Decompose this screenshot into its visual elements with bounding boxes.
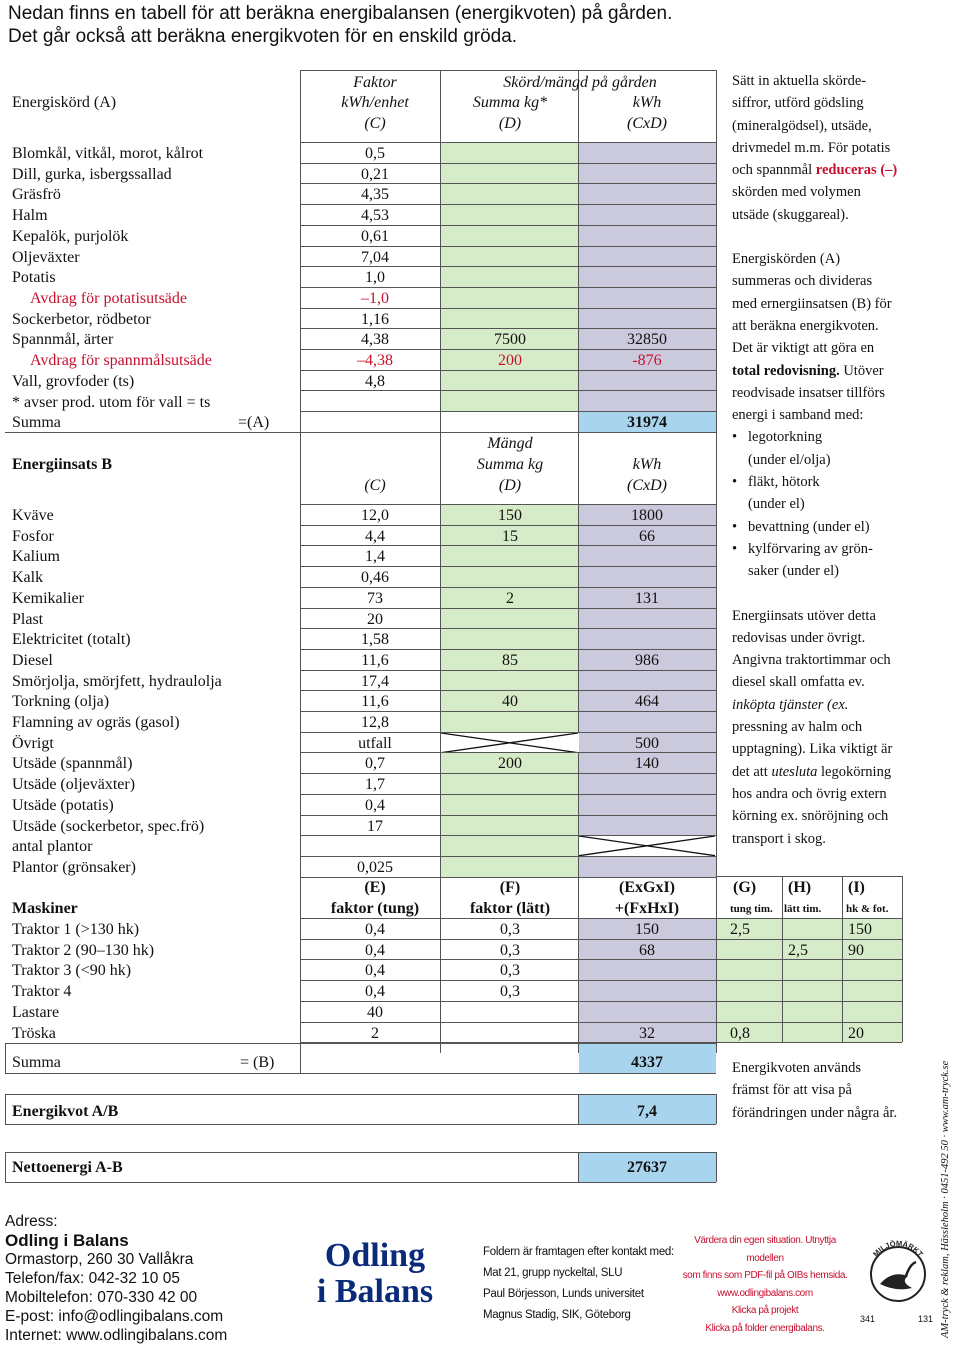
cxd-b-heading: (CxD) — [627, 477, 667, 494]
summa-a-value: 31974 — [627, 414, 667, 431]
i-sub-heading: hk & fot. — [846, 903, 889, 915]
c-b-heading: (C) — [364, 477, 386, 494]
input-name: Kalium — [12, 548, 60, 566]
bullet-icon: • — [732, 429, 738, 446]
crop-name: Avdrag för potatisutsäde — [30, 289, 187, 307]
side-line: siffror, utförd gödsling — [732, 95, 864, 112]
machine-name: Lastare — [12, 1003, 60, 1021]
kwh-enhet-heading: kWh/enhet — [341, 94, 409, 111]
printer-credit: AM-tryck & reklam, Hässleholm · 0451-492 50 · www.am-tryck.se — [940, 1060, 951, 1338]
g-heading: (G) — [733, 879, 757, 896]
input-factor: 0,025 — [357, 858, 393, 876]
machine-g-hours[interactable]: 0,8 — [730, 1024, 750, 1042]
input-name: Utsäde (spannmål) — [12, 755, 133, 773]
f-heading: (F) — [499, 879, 521, 896]
machine-kwh[interactable]: 150 — [635, 921, 659, 938]
intro-line: Det går också att beräkna energikvoten för en enskild gröda. — [8, 26, 518, 47]
input-amount[interactable]: 150 — [498, 507, 522, 524]
g-sub-heading: tung tim. — [730, 903, 773, 915]
input-name: Elektricitet (totalt) — [12, 631, 131, 649]
bullet-icon: • — [732, 474, 738, 491]
credit-line: Magnus Stadig, SIK, Göteborg — [483, 1309, 631, 1321]
input-amount[interactable]: 200 — [498, 755, 522, 773]
promo-line: Klicka på folder energibalans. — [705, 1322, 825, 1334]
input-name: antal plantor — [12, 838, 93, 856]
input-factor: 17,4 — [361, 672, 389, 690]
machine-g-hours[interactable]: 2,5 — [730, 921, 750, 938]
crop-factor: 0,5 — [365, 145, 385, 162]
row-divider — [300, 142, 716, 143]
address-mobile: Mobiltelefon: 070-330 42 00 — [5, 1289, 198, 1306]
e-sub-heading: faktor (tung) — [330, 900, 420, 917]
column-divider — [5, 1094, 6, 1124]
input-name: Kalk — [12, 569, 44, 587]
address-web[interactable]: Internet: www.odlingibalans.com — [5, 1327, 228, 1344]
side-line: att beräkna energikvoten. — [732, 317, 879, 334]
summa-kg-heading: Summa kg* — [472, 94, 548, 111]
side-line: och spannmål reduceras (–) — [732, 162, 898, 179]
machine-kwh[interactable]: 32 — [639, 1024, 655, 1042]
energikvot-label: Energikvot A/B — [12, 1103, 119, 1120]
crop-factor: –1,0 — [361, 289, 389, 307]
input-factor: 73 — [367, 589, 383, 607]
side-notes — [732, 70, 957, 850]
crop-name: Avdrag för spannmålsutsäde — [30, 352, 212, 369]
crop-factor: 4,35 — [361, 186, 389, 204]
i-heading: (I) — [848, 879, 865, 896]
crop-amount[interactable]: 7500 — [494, 331, 526, 349]
input-kwh[interactable]: 464 — [635, 693, 659, 711]
side-line: summeras och divideras — [732, 273, 873, 290]
d-heading: (D) — [498, 115, 522, 132]
machine-e-factor: 0,4 — [365, 921, 385, 938]
crop-name: Blomkål, vitkål, morot, kålrot — [12, 145, 204, 162]
bullet-line: saker (under el) — [748, 563, 839, 580]
credit-line: Mat 21, grupp nyckeltal, SLU — [483, 1267, 623, 1279]
input-name: Diesel — [12, 651, 53, 669]
side-line: Sätt in aktuella skörde- — [732, 73, 867, 89]
credit-line: Paul Börjesson, Lunds universitet — [483, 1288, 644, 1300]
input-factor: 1,58 — [361, 631, 389, 649]
side-line: främst för att visa på — [732, 1082, 852, 1099]
side-line: Det är viktigt att göra en — [732, 340, 875, 357]
machine-name: Traktor 1 (>130 hk) — [12, 921, 140, 938]
crop-name: Spannmål, ärter — [12, 331, 114, 349]
machine-name: Tröska — [12, 1024, 56, 1042]
bold-phrase: total redovisning. — [732, 362, 840, 379]
input-factor: 17 — [367, 817, 383, 835]
crop-factor: 0,61 — [361, 227, 389, 245]
column-divider — [5, 1152, 6, 1182]
input-kwh[interactable]: 66 — [639, 527, 655, 545]
machine-i-hp[interactable]: 150 — [848, 921, 872, 938]
side-line: skörden med volymen — [732, 184, 861, 201]
input-factor: 1,7 — [365, 776, 385, 794]
prod-note: * avser prod. utom för vall = ts — [12, 394, 211, 411]
crop-name: Kepalök, purjolök — [12, 227, 129, 245]
machine-e-factor: 40 — [367, 1003, 383, 1021]
address-email[interactable]: E-post: info@odlingibalans.com — [5, 1308, 224, 1325]
machine-f-factor: 0,3 — [500, 983, 520, 1001]
swan-ecolabel-icon — [862, 1232, 932, 1322]
side-line: förändringen under några år. — [732, 1104, 898, 1121]
machine-e-factor: 2 — [371, 1024, 379, 1042]
intro-text — [8, 2, 672, 48]
input-name: Torkning (olja) — [12, 693, 110, 711]
energiinsats-heading: Energiinsats B — [12, 456, 113, 473]
row-divider — [5, 1182, 716, 1183]
crop-factor: 4,8 — [365, 372, 385, 390]
netto-label: Nettoenergi A-B — [12, 1159, 123, 1176]
row-divider — [5, 1073, 716, 1074]
input-name: Plast — [12, 610, 44, 628]
f-sub-heading: faktor (lätt) — [469, 900, 551, 917]
crop-factor: 4,38 — [361, 331, 389, 349]
input-name: Kväve — [12, 507, 54, 524]
column-divider — [5, 1043, 6, 1073]
address-street: Ormastorp, 260 30 Vallåkra — [5, 1251, 194, 1268]
column-divider — [902, 876, 903, 1042]
input-name: Utsäde (oljeväxter) — [12, 776, 136, 794]
eco-num2: 131 — [918, 1314, 934, 1324]
machine-i-hp[interactable]: 90 — [848, 941, 864, 959]
skord-mangd-heading: Skörd/mängd på gården — [503, 74, 657, 91]
input-amount[interactable]: 2 — [506, 589, 514, 607]
side-line: körning ex. snöröjning och — [732, 808, 889, 825]
h-heading: (H) — [788, 879, 812, 896]
machine-f-factor: 0,3 — [500, 962, 520, 980]
side-line: diesel skall omfatta ev. — [732, 674, 865, 691]
crop-factor: 7,04 — [361, 248, 389, 266]
summa-b-eq: = (B) — [240, 1054, 275, 1071]
bullet-line: • fläkt, hötork — [732, 471, 957, 493]
input-amount[interactable]: 15 — [502, 527, 518, 545]
crop-name: Dill, gurka, isbergssallad — [12, 165, 172, 183]
kwh-heading: kWh — [632, 94, 662, 111]
input-factor: 0,46 — [361, 569, 389, 587]
input-amount[interactable]: 85 — [502, 651, 518, 669]
crop-kwh[interactable]: 32850 — [627, 331, 667, 349]
row-divider — [716, 876, 902, 877]
side-line: Energiinsats utöver detta — [732, 607, 876, 624]
bullet-icon: • — [732, 540, 738, 557]
promo-line: Klicka på projekt — [731, 1305, 799, 1316]
crop-name: Oljeväxter — [12, 248, 80, 266]
input-name: Smörjolja, smörjfett, hydraulolja — [12, 672, 222, 690]
machine-kwh[interactable]: 68 — [639, 941, 655, 959]
bullet-line: • legotorkning — [732, 426, 957, 448]
input-name: Fosfor — [12, 527, 54, 545]
side-line: upptagning). Lika viktigt är — [732, 741, 893, 758]
spacer — [732, 226, 957, 248]
input-name: Plantor (grönsaker) — [12, 858, 136, 876]
side-line: hos andra och övrig extern — [732, 785, 887, 802]
crop-factor: –4,38 — [357, 352, 393, 369]
input-name: Övrigt — [12, 734, 54, 752]
summa-b-label: Summa — [12, 1054, 61, 1071]
side-line: inköpta tjänster (ex. — [732, 696, 849, 713]
machine-e-factor: 0,4 — [365, 941, 385, 959]
maskiner-heading: Maskiner — [12, 900, 78, 917]
input-factor: 1,4 — [365, 548, 385, 566]
e-heading: (E) — [364, 879, 386, 896]
machine-e-factor: 0,4 — [365, 983, 385, 1001]
side-line: pressning av halm och — [732, 719, 863, 736]
input-name: Utsäde (sockerbetor, spec.frö) — [12, 817, 205, 835]
crop-name: Sockerbetor, rödbetor — [12, 310, 151, 328]
input-factor: utfall — [358, 734, 392, 752]
row-divider — [300, 70, 716, 71]
side-line: Energikvoten används — [732, 1060, 861, 1076]
summa-kg-b-heading: Summa kg — [476, 456, 544, 473]
crop-name: Gräsfrö — [12, 186, 61, 204]
side-line: med ernergiinsatsen (B) för — [732, 295, 892, 312]
odling-logo — [300, 1238, 450, 1310]
side-line: Energiskörden (A) — [732, 251, 841, 268]
side-line: utsäde (skuggareal). — [732, 206, 849, 223]
side-line: total redovisning. Utöver — [732, 362, 884, 379]
energikvot-value: 7,4 — [637, 1103, 657, 1120]
row-divider — [5, 1094, 716, 1095]
input-factor: 20 — [367, 610, 383, 628]
crop-name: Halm — [12, 207, 48, 225]
side-line: Angivna traktortimmar och — [732, 652, 891, 669]
machine-name: Traktor 4 — [12, 983, 72, 1001]
input-name: Kemikalier — [12, 589, 84, 607]
d-b-heading: (D) — [498, 477, 522, 494]
crop-factor: 0,21 — [361, 165, 389, 183]
input-factor: 12,8 — [361, 714, 389, 731]
energiskord-heading: Energiskörd (A) — [12, 94, 117, 111]
intro-line: Nedan finns en tabell för att beräkna energibalansen (energikvoten) på gården. — [8, 3, 673, 24]
input-factor: 11,6 — [361, 693, 389, 711]
machine-name: Traktor 3 (<90 hk) — [12, 962, 132, 980]
side-line: energi i samband med: — [732, 407, 864, 424]
cxd-heading: (CxD) — [627, 115, 667, 132]
crop-factor: 4,53 — [361, 207, 389, 225]
side-line: drivmedel m.m. För potatis — [732, 139, 891, 156]
spacer — [732, 583, 957, 605]
input-factor: 0,4 — [365, 796, 385, 814]
credit-line: Foldern är framtagen efter kontakt med: — [483, 1246, 674, 1258]
eco-num1: 341 — [860, 1314, 876, 1324]
netto-value: 27637 — [627, 1159, 667, 1176]
address-org: Odling i Balans — [5, 1231, 129, 1250]
side-line: (mineralgödsel), utsäde, — [732, 117, 872, 134]
input-factor: 0,7 — [365, 755, 385, 773]
bullet-icon: • — [732, 518, 738, 535]
summa-a-eq: =(A) — [238, 414, 270, 431]
credits-block — [483, 1242, 674, 1326]
c-heading: (C) — [364, 115, 386, 132]
input-amount[interactable]: 40 — [502, 693, 518, 711]
input-kwh[interactable]: 1800 — [631, 507, 663, 524]
address-label: Adress: — [5, 1213, 58, 1230]
promo-line: som finns som PDF-fil på OIBs hemsida. — [682, 1270, 848, 1281]
machine-i-hp[interactable]: 20 — [848, 1024, 864, 1042]
mangd-heading: Mängd — [487, 435, 533, 452]
side-line: reodvisade insatser tillförs — [732, 384, 886, 401]
crossed-cell — [579, 836, 715, 856]
input-name: Utsäde (potatis) — [12, 796, 114, 814]
input-kwh[interactable]: 140 — [635, 755, 659, 773]
bullet-line: (under el) — [748, 496, 805, 513]
kwh-b-heading: kWh — [632, 456, 662, 473]
bullet-line: • bevattning (under el) — [732, 516, 957, 538]
input-kwh[interactable]: 131 — [635, 589, 659, 607]
crop-factor: 1,16 — [361, 310, 389, 328]
machine-name: Traktor 2 (90–130 hk) — [12, 941, 155, 959]
summa-a-label: Summa — [12, 414, 61, 431]
input-name: Flamning av ogräs (gasol) — [12, 714, 180, 731]
crop-factor: 1,0 — [365, 269, 385, 287]
row-divider — [300, 411, 716, 412]
row-divider — [5, 1124, 716, 1125]
eco-label-text: MILJÖMÄRKT — [871, 1238, 925, 1259]
summa-b-value: 4337 — [631, 1054, 663, 1071]
logo-line: Odling — [324, 1237, 426, 1274]
h-sub-heading: lätt tim. — [784, 903, 822, 915]
formula1-heading: (ExGxI) — [619, 879, 675, 896]
machine-f-factor: 0,3 — [500, 941, 520, 959]
reduceras-highlight: reduceras (–) — [815, 162, 898, 179]
machine-h-hours[interactable]: 2,5 — [788, 941, 808, 959]
crop-kwh[interactable]: -876 — [632, 352, 662, 369]
promo-link[interactable]: www.odlingibalans.com — [717, 1287, 813, 1299]
crop-amount[interactable]: 200 — [498, 352, 522, 369]
machine-e-factor: 0,4 — [365, 962, 385, 980]
input-factor: 11,6 — [361, 651, 389, 669]
row-divider — [300, 856, 716, 857]
row-divider — [5, 1152, 716, 1153]
bullet-line: • kylförvaring av grön- — [732, 538, 957, 560]
address-phone: Telefon/fax: 042-32 10 05 — [5, 1270, 180, 1287]
input-factor: 12,0 — [361, 507, 389, 524]
side-note-kvot — [732, 1057, 957, 1124]
promo-block — [680, 1232, 850, 1337]
bullet-line: (under el/olja) — [748, 451, 831, 468]
faktor-heading: Faktor — [353, 74, 397, 91]
input-kwh[interactable]: 986 — [635, 651, 659, 669]
side-line: det att utesluta legokörning — [732, 763, 892, 780]
logo-line: i Balans — [316, 1273, 434, 1310]
formula2-heading: +(FxHxI) — [614, 900, 680, 917]
column-divider — [716, 1094, 717, 1124]
crop-name: Vall, grovfoder (ts) — [12, 372, 135, 390]
row-divider — [300, 504, 716, 505]
promo-line: Värdera din egen situation. Utnyttja modellen — [694, 1235, 836, 1264]
address-block — [5, 1212, 227, 1345]
column-divider — [300, 1043, 301, 1073]
input-factor: 4,4 — [365, 527, 385, 545]
side-line: transport i skog. — [732, 830, 826, 847]
column-divider — [716, 1152, 717, 1182]
machine-f-factor: 0,3 — [500, 921, 520, 938]
input-kwh[interactable]: 500 — [635, 734, 659, 752]
side-line: redovisas under övrigt. — [732, 629, 866, 646]
crossed-cell — [441, 733, 578, 753]
crop-name: Potatis — [12, 269, 56, 287]
column-divider — [716, 70, 717, 463]
